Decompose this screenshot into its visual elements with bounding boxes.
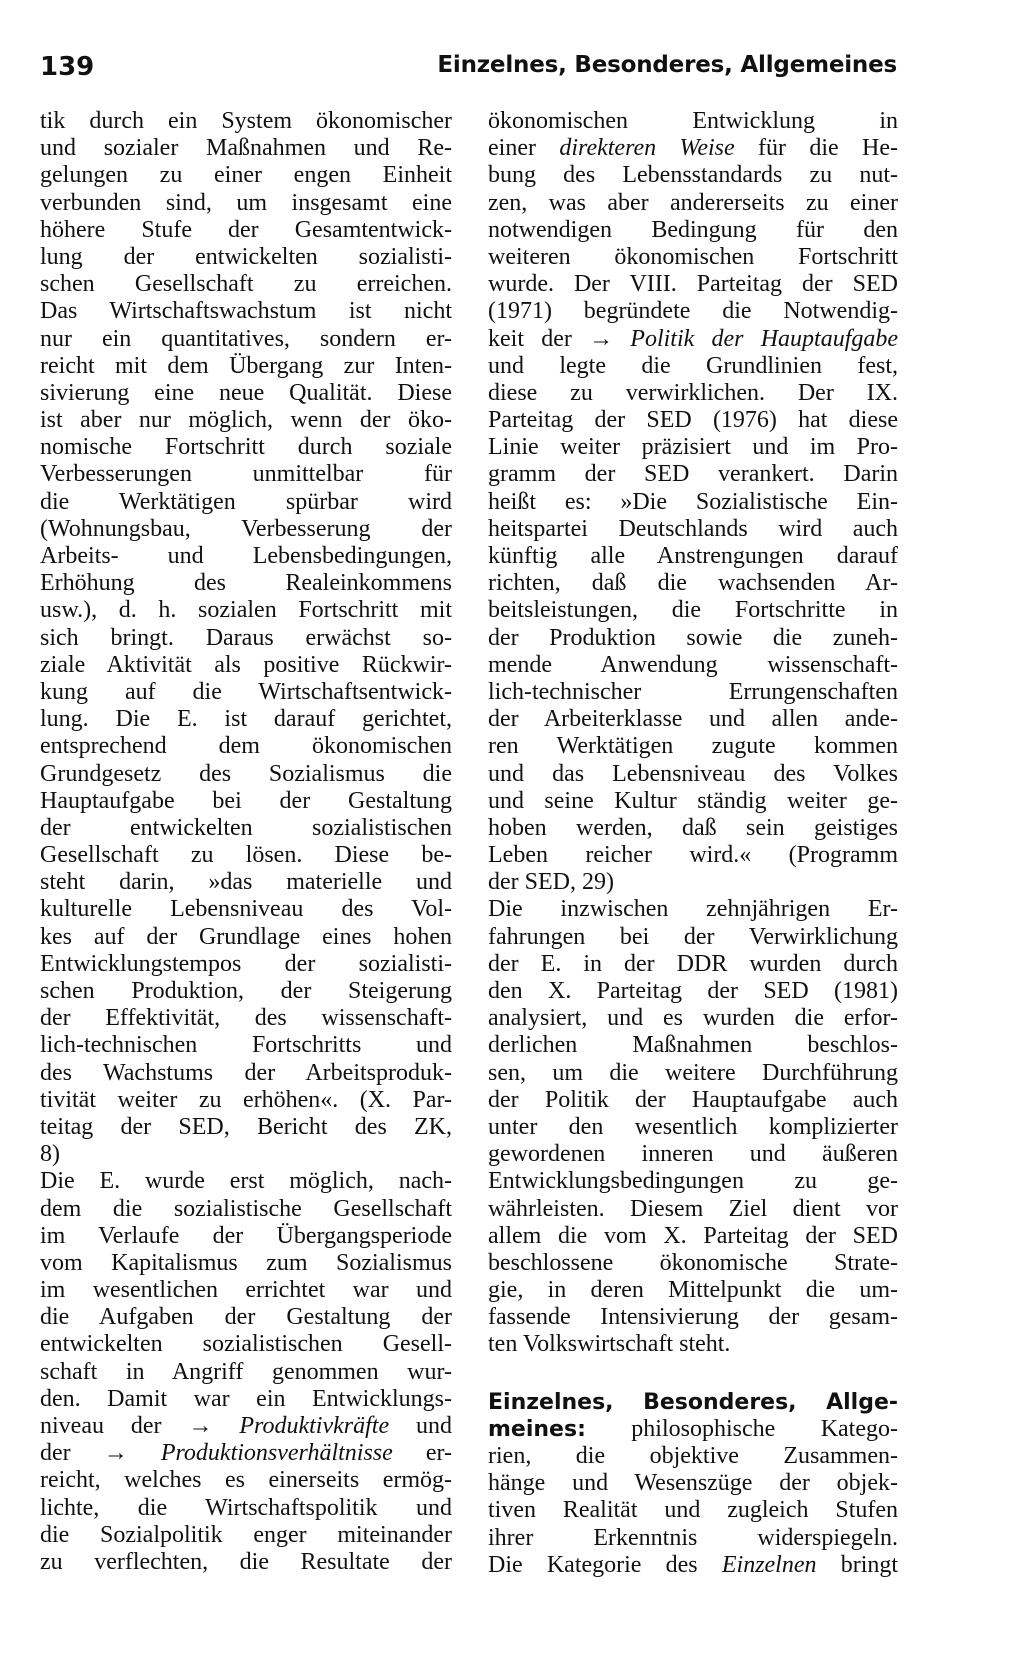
text-span: für die He-	[758, 135, 898, 162]
text-line: Das Wirtschaftswachstum ist nicht	[40, 298, 452, 325]
text-line	[488, 135, 898, 162]
text-line: lung der entwickelten sozialisti-	[40, 243, 452, 270]
text-line: der Politik der Hauptaufgabe auch	[488, 1086, 898, 1113]
text-line: bung des Lebensstandards zu nut-	[488, 162, 898, 189]
text-line: analysiert, und es wurden die erfor-	[488, 1005, 898, 1032]
text-line: den. Damit war ein Entwicklungs-	[40, 1385, 452, 1412]
text-line: der E. in der DDR wurden durch	[488, 950, 898, 977]
arrow-icon: →	[589, 325, 614, 352]
text-line: sich bringt. Daraus erwächst so-	[40, 624, 452, 651]
text-span: bringt	[840, 1551, 899, 1578]
arrow-icon: →	[103, 1440, 128, 1467]
text-line: den X. Parteitag der SED (1981)	[488, 978, 898, 1004]
text-line: wurde. Der VIII. Parteitag der SED	[488, 271, 898, 298]
text-line: lung. Die E. ist darauf gerichtet,	[40, 706, 452, 733]
text-line: 8)	[40, 1141, 60, 1168]
text-line: Die inzwischen zehnjährigen Er-	[488, 896, 898, 923]
text-line: entsprechend dem ökonomischen	[40, 733, 452, 760]
text-line: beschlossene ökonomische Strate-	[488, 1249, 898, 1276]
text-line: und seine Kultur ständig weiter ge-	[488, 787, 898, 814]
running-head: Einzelnes, Besonderes, Allgemeines	[437, 52, 897, 78]
text-line: gewordenen inneren und äußeren	[488, 1141, 898, 1168]
text-line: hänge und Wesenszüge der objek-	[488, 1470, 898, 1497]
entry-gap	[488, 1359, 898, 1389]
text-line: diese zu verwirklichen. Der IX.	[488, 379, 898, 406]
text-line: (1971) begründete die Notwendig-	[488, 298, 898, 325]
text-line: ziale Aktivität als positive Rückwir-	[40, 651, 452, 678]
text-line: der Effektivität, des wissenschaft-	[40, 1005, 452, 1032]
crossref-produktivkraefte[interactable]: Produktivkräfte	[239, 1413, 390, 1439]
text-line: Verbesserungen unmittelbar für	[40, 461, 452, 488]
text-line: unter den wesentlich komplizierter	[488, 1113, 898, 1140]
arrow-icon: →	[188, 1413, 213, 1439]
text-line: gelungen zu einer engen Einheit	[40, 162, 452, 189]
text-line-crossref	[40, 1413, 452, 1440]
text-line: ökonomischen Entwicklung in	[488, 108, 898, 134]
emphasis-direkteren-weise: direkteren Weise	[559, 135, 735, 162]
text-line: künftig alle Anstrengungen darauf	[488, 543, 898, 569]
text-line: tiven Realität und zugleich Stufen	[488, 1497, 898, 1524]
crossref-produktionsverhaeltnisse[interactable]: Produktionsverhältnisse	[160, 1440, 393, 1467]
text-line: die Sozialpolitik enger miteinander	[40, 1521, 452, 1548]
text-line: Gesellschaft zu lösen. Diese be-	[40, 842, 452, 869]
text-line: steht darin, »das materielle und	[40, 869, 452, 896]
text-span: der	[40, 1440, 71, 1467]
text-line: des Wachstums der Arbeitsproduk-	[40, 1059, 452, 1086]
text-line: notwendigen Bedingung für den	[488, 216, 898, 243]
text-line: beitsleistungen, die Fortschritte in	[488, 597, 898, 624]
text-line: lich-technischen Fortschritts und	[40, 1032, 452, 1059]
text-line: rien, die objektive Zusammen-	[488, 1443, 898, 1469]
emphasis-einzelnen: Einzelnen	[721, 1551, 817, 1578]
text-line: ten Volkswirtschaft steht.	[488, 1331, 731, 1358]
text-line: Parteitag der SED (1976) hat diese	[488, 407, 898, 434]
text-line: Hauptaufgabe bei der Gestaltung	[40, 787, 452, 814]
text-line: schaft in Angriff genommen wur-	[40, 1358, 452, 1385]
text-line: schen Produktion, der Steigerung	[40, 978, 452, 1004]
text-line: im wesentlichen errichtet war und	[40, 1277, 452, 1304]
text-line: mende Anwendung wissenschaft-	[488, 651, 898, 678]
text-line: derlichen Maßnahmen beschlos-	[488, 1032, 898, 1059]
text-line: die Aufgaben der Gestaltung der	[40, 1304, 452, 1331]
text-line: reicht, welches es einerseits ermög-	[40, 1467, 452, 1494]
text-span: er-	[425, 1440, 453, 1467]
text-line: entwickelten sozialistischen Gesell-	[40, 1331, 452, 1358]
text-line: ihrer Erkenntnis widerspiegeln.	[488, 1524, 898, 1551]
text-span: Die Kategorie des	[488, 1551, 698, 1578]
text-line: kulturelle Lebensniveau des Vol-	[40, 896, 452, 923]
text-line: vom Kapitalismus zum Sozialismus	[40, 1249, 452, 1276]
text-line: und legte die Grundlinien fest,	[488, 352, 898, 379]
text-line	[488, 1552, 898, 1579]
text-line: teitag der SED, Bericht des ZK,	[40, 1113, 452, 1140]
page-header	[40, 52, 897, 88]
text-span: einer	[488, 135, 536, 162]
text-line: im Verlaufe der Übergangsperiode	[40, 1222, 452, 1249]
text-line: (Wohnungsbau, Verbesserung der	[40, 515, 452, 542]
text-line: lich-technischer Errungenschaften	[488, 678, 898, 705]
text-line: Arbeits- und Lebensbedingungen,	[40, 543, 452, 569]
text-span: philosophische Katego-	[631, 1415, 898, 1442]
text-line: und das Lebensniveau des Volkes	[488, 760, 898, 787]
text-line-crossref	[488, 326, 898, 353]
text-line: Linie weiter präzisiert und im Pro-	[488, 434, 898, 461]
text-line: Leben reicher wird.« (Programm	[488, 842, 898, 869]
text-line: hoben werden, daß sein geistiges	[488, 814, 898, 841]
text-line: die Werktätigen spürbar wird	[40, 488, 452, 515]
text-line	[488, 1416, 898, 1443]
text-line: lichte, die Wirtschaftspolitik und	[40, 1494, 452, 1521]
text-line: zu verflechten, die Resultate der	[40, 1548, 452, 1575]
text-line: gie, in deren Mittelpunkt die um-	[488, 1277, 898, 1304]
text-line: ren Werktätigen zugute kommen	[488, 733, 898, 760]
text-line: tik durch ein System ökonomischer	[40, 108, 452, 134]
text-line: kes auf der Grundlage eines hohen	[40, 923, 452, 950]
text-line: nur ein quantitatives, sondern er-	[40, 325, 452, 352]
text-line: heitspartei Deutschlands wird auch	[488, 515, 898, 542]
text-line: der Produktion sowie die zuneh-	[488, 624, 898, 651]
text-line: der entwickelten sozialistischen	[40, 814, 452, 841]
crossref-politik-der-hauptaufgabe[interactable]: Politik der Hauptaufgabe	[630, 325, 899, 352]
text-line: fahrungen bei der Verwirklichung	[488, 923, 898, 950]
right-column	[488, 108, 898, 1579]
text-line-crossref	[40, 1440, 452, 1467]
text-line: der Arbeiterklasse und allen ande-	[488, 706, 898, 733]
text-line: tivität weiter zu erhöhen«. (X. Par-	[40, 1086, 452, 1113]
text-line: sivierung eine neue Qualität. Diese	[40, 379, 452, 406]
text-line: weiteren ökonomischen Fortschritt	[488, 243, 898, 270]
entry-lemma-end: meines:	[488, 1416, 586, 1442]
text-line: Die E. wurde erst möglich, nach-	[40, 1168, 452, 1195]
text-line: zen, was aber andererseits zu einer	[488, 189, 898, 216]
text-line: Grundgesetz des Sozialismus die	[40, 760, 452, 787]
text-line: höhere Stufe der Gesamtentwick-	[40, 216, 452, 243]
text-line: Erhöhung des Realeinkommens	[40, 570, 452, 597]
text-line: heißt es: »Die Sozialistische Ein-	[488, 488, 898, 515]
text-line: gramm der SED verankert. Darin	[488, 461, 898, 488]
text-line: kung auf die Wirtschaftsentwick-	[40, 678, 452, 705]
text-line: Entwicklungsbedingungen zu ge-	[488, 1168, 898, 1195]
text-line: allem die vom X. Parteitag der SED	[488, 1222, 898, 1249]
text-span: und	[416, 1413, 453, 1439]
text-line: verbunden sind, um insgesamt eine	[40, 189, 452, 216]
text-line: ist aber nur möglich, wenn der öko-	[40, 407, 452, 434]
text-line: der SED, 29)	[488, 869, 614, 896]
text-line: usw.), d. h. sozialen Fortschritt mit	[40, 597, 452, 624]
text-line: richten, daß die wachsenden Ar-	[488, 570, 898, 597]
text-span: niveau der	[40, 1413, 162, 1439]
text-line: Entwicklungstempos der sozialisti-	[40, 950, 452, 977]
entry-lemma: Einzelnes, Besonderes, Allge-	[488, 1389, 898, 1415]
left-column	[40, 108, 452, 1576]
text-line: währleisten. Diesem Ziel dient vor	[488, 1195, 898, 1222]
text-line: schen Gesellschaft zu erreichen.	[40, 271, 452, 298]
text-line: sen, um die weitere Durchführung	[488, 1059, 898, 1086]
text-line: nomische Fortschritt durch soziale	[40, 434, 452, 461]
text-line: reicht mit dem Übergang zur Inten-	[40, 352, 452, 379]
text-line: und sozialer Maßnahmen und Re-	[40, 135, 452, 162]
text-span: keit der	[488, 325, 572, 352]
page-number: 139	[40, 52, 95, 82]
text-line: dem die sozialistische Gesellschaft	[40, 1195, 452, 1222]
text-line: fassende Intensivierung der gesam-	[488, 1304, 898, 1331]
